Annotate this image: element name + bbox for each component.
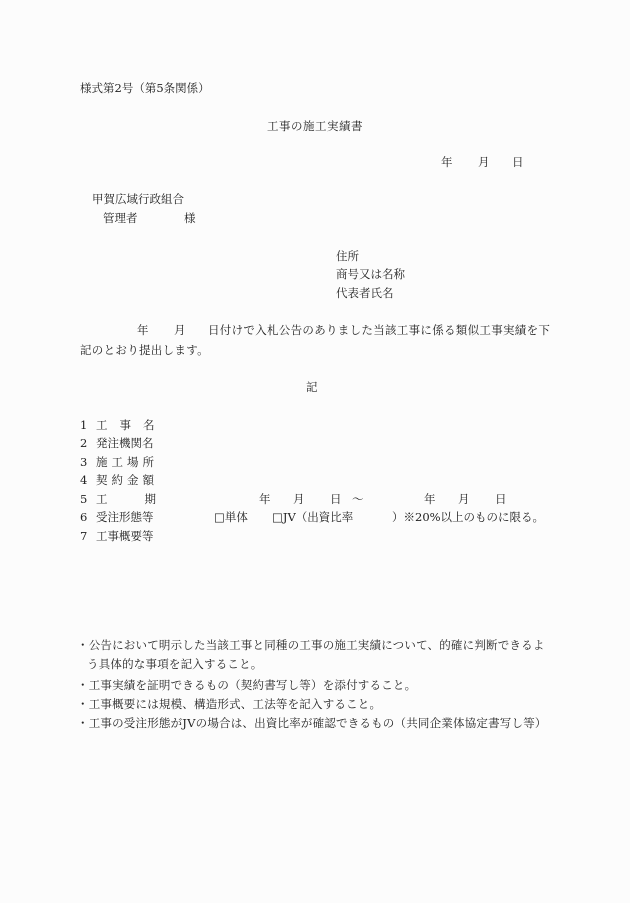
date-year-label: 年 [441,155,453,169]
period-start-month: 月 [293,492,305,506]
item-number: 6 [80,510,88,524]
intro-text-line1: 日付けで入札公告のありました当該工事に係る類似工事実績を下 [208,323,551,337]
item-number: 2 [80,436,88,450]
period-end-day: 日 [495,492,507,506]
item-label-period: 工期 [96,492,193,506]
note-1: ・公告において明示した当該工事と同種の工事の施工実績について、的確に判断できるよ [77,638,545,652]
item-label-contract-amount: 契約金額 [96,473,158,487]
item-number: 3 [80,455,88,469]
date-day-label: 日 [512,155,524,169]
item-number: 5 [80,492,88,506]
form-id: 様式第2号（第5条関係） [80,81,210,95]
ki-heading: 記 [306,380,318,394]
period-start-year: 年 [259,492,271,506]
period-end-month: 月 [458,492,470,506]
intro-text-line2: 記のとおり提出します。 [80,343,209,357]
period-end-year: 年 [424,492,436,506]
addressee-organization: 甲賀広域行政組合 [92,192,184,206]
item-number: 7 [80,529,88,543]
item-label-ordering-agency: 発注機関名 [96,436,154,450]
item-number: 1 [80,418,88,432]
note-4: ・工事の受注形態がJVの場合は、出資比率が確認できるもの（共同企業体協定書写し等） [77,716,547,730]
period-start-day: 日 [330,492,342,506]
item-label-overview: 工事概要等 [96,529,154,543]
submitter-address-label: 住所 [336,249,359,263]
note-2: ・工事実績を証明できるもの（契約書写し等）を添付すること。 [77,678,417,692]
period-tilde: ～ [352,492,364,506]
item-label-construction-name: 工事名 [96,418,167,432]
single-checkbox[interactable]: □単体 [214,510,248,524]
note-3: ・工事概要には規模、構造形式、工法等を記入すること。 [77,697,382,711]
addressee-manager: 管理者 [103,211,138,225]
jv-ratio-note: ）※20%以上のものに限る。 [392,510,545,524]
item-label-site: 施工場所 [96,455,158,469]
item-number: 4 [80,473,88,487]
submitter-company-label: 商号又は名称 [336,267,405,281]
intro-month-label: 月 [174,323,186,337]
item-label-contract-type: 受注形態等 [96,510,154,524]
jv-checkbox[interactable]: □JV（出資比率 [272,510,354,524]
addressee-honorific: 様 [184,211,196,225]
note-1-continued: う具体的な事項を記入すること。 [87,657,263,671]
document-title: 工事の施工実績書 [267,119,363,133]
submitter-representative-label: 代表者氏名 [336,286,394,300]
intro-year-label: 年 [137,323,149,337]
date-month-label: 月 [478,155,490,169]
